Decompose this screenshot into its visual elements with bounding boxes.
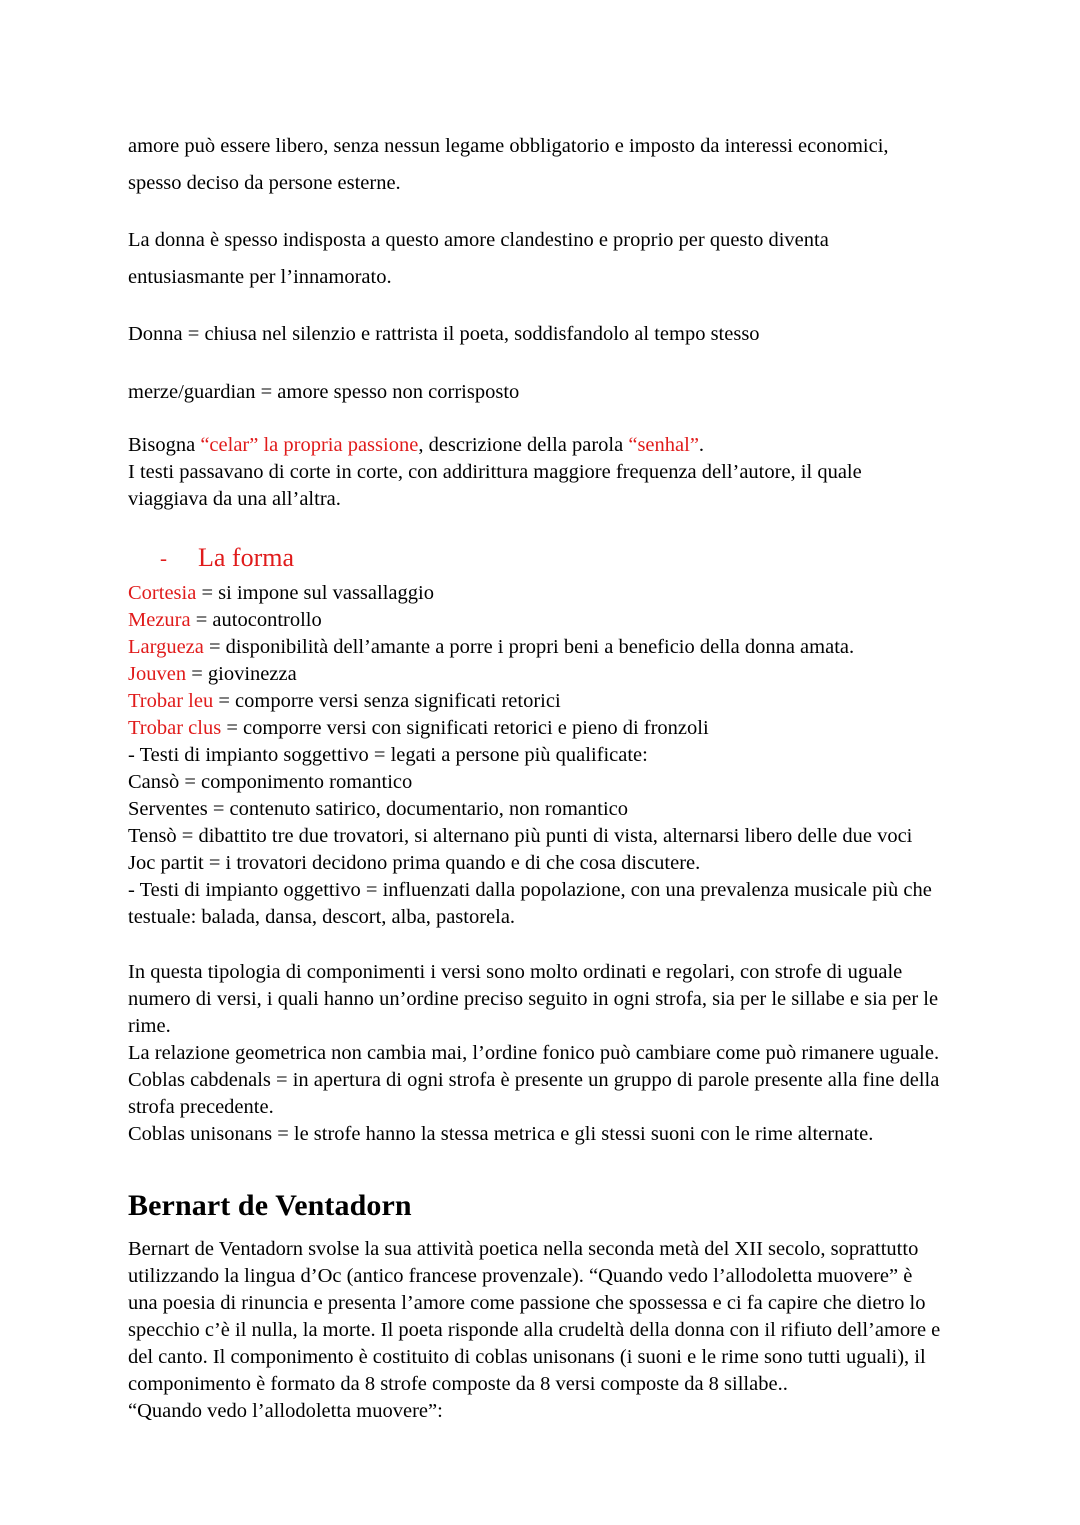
bisogna-celar-phrase: “celar” la propria passione — [200, 434, 419, 456]
list-item-text: Tensò = dibattito tre due trovatori, si alternano più punti di vista, alternarsi libero delle due voci — [128, 825, 913, 847]
glossary-entry — [128, 715, 946, 742]
dash-bullet-icon: - — [160, 546, 167, 570]
paragraph-bernart-body: Bernart de Ventadorn svolse la sua attività poetica nella seconda metà del XII secolo, soprattutto utilizzando la lingua d’Oc (antico francese provenzale). “Quando vedo l’allodoletta muovere” è una poesia di rinuncia e presenta l’amore come passione che spossessa e ci fa capire che dietro lo specchio c’è il nulla, la morte. Il poeta risponde alla crudeltà della donna con il rifiuto dell’amore e del canto. Il componimento è costituito di coblas unisonans (i suoni e le rime sono tutti uguali), il componimento è formato da 8 strofe composte da 8 versi composte da 8 sillabe.. — [128, 1238, 941, 1395]
list-item — [128, 823, 946, 850]
document-content — [128, 128, 946, 1425]
heading-la-forma — [128, 543, 946, 573]
glossary-term: Larguezа — [128, 636, 204, 658]
bisogna-mid: , descrizione della parola — [418, 434, 629, 456]
glossary-definition: = comporre versi senza significati retorici — [213, 690, 561, 712]
list-item-text: Joc partit = i trovatori decidono prima quando e di che cosa discutere. — [128, 852, 701, 874]
definition-coblas-cabdenals: Coblas cabdenals = in apertura di ogni strofa è presente un gruppo di parole presente alla fine della strofa precedente. — [128, 1069, 940, 1118]
bisogna-tail: . — [698, 434, 705, 456]
list-item — [128, 850, 946, 877]
definition-donna: Donna = chiusa nel silenzio e rattrista il poeta, soddisfandolo al tempo stesso — [128, 323, 760, 345]
paragraph-amore-libero: amore può essere libero, senza nessun legame obbligatorio e imposto da interessi economici, spesso deciso da persone esterne. — [128, 135, 889, 194]
bisogna-line — [128, 432, 946, 459]
glossary-term: Cortesia — [128, 582, 197, 604]
metrica-line-1: In questa tipologia di componimenti i versi sono molto ordinati e regolari, con strofe di uguale numero di versi, i quali hanno un’ordine preciso seguito in ogni strofa, sia per le sillabe e sia per le rime. — [128, 961, 939, 1037]
line-quando-vedo-allodoletta: “Quando vedo l’allodoletta muovere”: — [128, 1400, 443, 1422]
list-item-text: - Testi di impianto oggettivo = influenzati dalla popolazione, con una prevalenza musicale più che testuale: balada, dansa, descort, alba, pastorela. — [128, 879, 932, 928]
glossary-entry — [128, 688, 946, 715]
glossary-definition: = disponibilità dell’amante a porre i propri beni a beneficio della donna amata. — [203, 636, 855, 658]
definition-merze-guardian: merze/guardian = amore spesso non corrisposto — [128, 381, 520, 403]
bisogna-senhal-term: “senhal” — [628, 434, 699, 456]
metrica-block — [128, 959, 946, 1148]
glossary-entry — [128, 607, 946, 634]
glossary-entry — [128, 580, 946, 607]
glossary-definition: = autocontrollo — [190, 609, 322, 631]
glossary-definition: = giovinezza — [186, 663, 297, 685]
glossary-term: Mezura — [128, 609, 191, 631]
testi-corte-line: I testi passavano di corte in corte, con addirittura maggiore frequenza dell’autore, il quale viaggiava da una all’altra. — [128, 461, 862, 510]
glossary-entry — [128, 661, 946, 688]
glossary-term: Trobar clus — [128, 717, 222, 739]
paragraph-la-donna: La donna è spesso indisposta a questo amore clandestino e proprio per questo diventa entusiasmante per l’innamorato. — [128, 229, 829, 288]
glossary-term: Jouven — [128, 663, 187, 685]
bisogna-lead: Bisogna — [128, 434, 201, 456]
heading-la-forma-label: La forma — [198, 543, 295, 572]
list-item — [128, 877, 946, 931]
definition-coblas-unisonans: Coblas unisonans = le strofe hanno la stessa metrica e gli stessi suoni con le rime alternate. — [128, 1123, 874, 1145]
forma-glossary-list — [128, 580, 946, 931]
list-item-text: Cansò = componimento romantico — [128, 771, 413, 793]
glossary-entry — [128, 634, 946, 661]
glossary-definition: = si impone sul vassallaggio — [196, 582, 434, 604]
glossary-term: Trobar leu — [128, 690, 214, 712]
heading-bernart-de-ventadorn: Bernart de Ventadorn — [128, 1189, 412, 1222]
metrica-line-2: La relazione geometrica non cambia mai, l’ordine fonico può cambiare come può rimanere uguale. — [128, 1042, 940, 1064]
list-item-text: Serventes = contenuto satirico, documentario, non romantico — [128, 798, 629, 820]
list-item-text: - Testi di impianto soggettivo = legati a persone più qualificate: — [128, 744, 648, 766]
list-item — [128, 796, 946, 823]
glossary-definition: = comporre versi con significati retorici e pieno di fronzoli — [221, 717, 709, 739]
list-item — [128, 769, 946, 796]
bisogna-block — [128, 432, 946, 513]
list-item — [128, 742, 946, 769]
